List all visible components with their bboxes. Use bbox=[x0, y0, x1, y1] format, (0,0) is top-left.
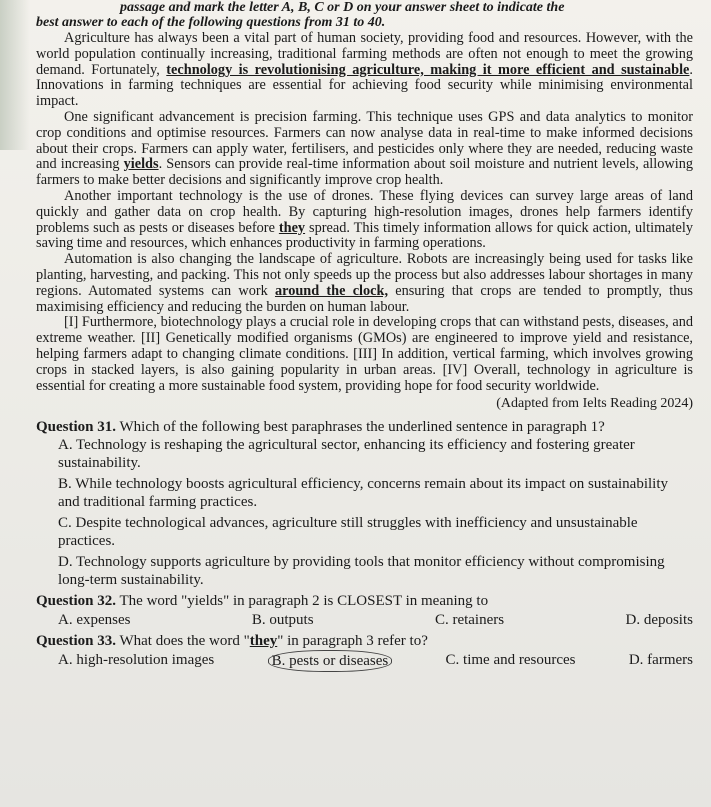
question-33-underlined-word: they bbox=[249, 633, 278, 650]
question-32-option-d[interactable]: D. deposits bbox=[625, 612, 693, 629]
underlined-word-they: they bbox=[278, 219, 306, 236]
paragraph-4-text-a: Automation is also changing the landscape of agriculture. Robots are increasingly being used for tasks like planting, harvesting, and packing. This not only speeds up the process but also addresses labour shortages in many regions. Automated systems can work bbox=[36, 251, 693, 299]
paragraph-3-text-b: spread. This timely information allows for quick action, ultimately saving time and resources, which enhances productivity in farming operations. bbox=[36, 219, 693, 252]
question-33-text-pre: What does the word " bbox=[116, 633, 250, 650]
source-citation: (Adapted from Ielts Reading 2024) bbox=[496, 396, 693, 412]
question-33-label: Question 33. bbox=[36, 633, 117, 650]
paragraph-2-text-a: One significant advancement is precision farming. This technique uses GPS and data analytics to monitor crop conditions and optimise resources. Farmers can now analyse data in real-time to make informed decisions about their crops. Farmers can apply water, fertilisers, and pesticides only where they are needed, reducing waste and increasing bbox=[36, 108, 693, 173]
paragraph-1-text-b: . Innovations in farming techniques are essential for achieving food security while minimising environmental impact. bbox=[36, 61, 693, 110]
instruction bbox=[36, 0, 693, 30]
underlined-phrase-around-the-clock: around the clock, bbox=[274, 282, 389, 299]
underlined-sentence: technology is revolutionising agriculture, making it more efficient and sustainable bbox=[166, 61, 690, 78]
question-33-option-b[interactable]: B. pests or diseases bbox=[268, 650, 393, 672]
underlined-word-yields: yields bbox=[123, 156, 159, 173]
question-33-option-c[interactable]: C. time and resources bbox=[445, 652, 576, 669]
question-32-stem bbox=[36, 592, 693, 610]
question-32-text: The word "yields" in paragraph 2 is CLOSEST in meaning to bbox=[116, 593, 489, 610]
paragraph-5: [I] Furthermore, biotechnology plays a crucial role in developing crops that can withstand pests, diseases, and extreme weather. [II] Genetically modified organisms (GMOs) are engineered to improve yield and resistance, helping farmers adapt to changing climate conditions. [III] In addition, vertical farming, which involves growing crops in stacked layers, is also gaining popularity in urban areas. [IV] Overall, technology in agriculture is essential for creating a more sustainable food system, providing hope for food security worldwide. bbox=[36, 314, 693, 394]
instruction-line-2: best answer to each of the following questions from 31 to 40. bbox=[36, 15, 386, 30]
paragraph-4 bbox=[36, 252, 693, 315]
question-31-stem bbox=[36, 418, 693, 436]
question-33-options bbox=[36, 650, 693, 672]
question-31-text: Which of the following best paraphrases the underlined sentence in paragraph 1? bbox=[116, 419, 605, 436]
question-31-option-d[interactable]: D. Technology supports agriculture by providing tools that monitor efficiency without compromising long-term sustainability. bbox=[58, 554, 665, 589]
question-33-text-post: " in paragraph 3 refer to? bbox=[277, 633, 428, 650]
question-32-option-b[interactable]: B. outputs bbox=[251, 612, 314, 629]
paragraph-1 bbox=[36, 31, 693, 110]
question-31-label: Question 31. bbox=[36, 419, 117, 436]
paragraph-3 bbox=[36, 189, 693, 252]
paragraph-1-text-a: Agriculture has always been a vital part of human society, providing food and resources. However, with the world population continually increasing, traditional farming methods are often not enough to meet the growing demand. Fortunately, bbox=[36, 30, 693, 78]
paragraph-4-text-b: ensuring that crops are tended to promptly, thus maximising efficiency and reducing the burden on human labour. bbox=[36, 282, 693, 315]
paragraph-2 bbox=[36, 110, 693, 189]
question-31-option-c[interactable]: C. Despite technological advances, agriculture still struggles with inefficiency and unsustainable practices. bbox=[58, 515, 638, 550]
question-32-option-c[interactable]: C. retainers bbox=[434, 612, 505, 629]
question-31-option-b[interactable]: B. While technology boosts agricultural efficiency, concerns remain about its impact on sustainability and traditional farming practices. bbox=[58, 476, 668, 511]
question-33-option-a[interactable]: A. high-resolution images bbox=[58, 652, 215, 669]
question-32-options bbox=[36, 610, 693, 630]
page-edge-shadow bbox=[0, 0, 30, 150]
question-32-option-a[interactable]: A. expenses bbox=[58, 612, 131, 629]
question-33-stem bbox=[36, 632, 693, 650]
question-33-option-d[interactable]: D. farmers bbox=[628, 652, 693, 669]
paragraph-3-text-a: Another important technology is the use of drones. These flying devices can survey large areas of land quickly and gather data on crop health. By capturing high-resolution images, drones help farmers identify problems such as pests or diseases before bbox=[36, 187, 693, 236]
paragraph-2-text-b: . Sensors can provide real-time information about soil moisture and nutrient levels, allowing farmers to make better decisions and significantly improve crop health. bbox=[36, 156, 693, 189]
question-31-option-a[interactable]: A. Technology is reshaping the agricultural sector, enhancing its efficiency and fostering greater sustainability. bbox=[58, 437, 635, 472]
question-32-label: Question 32. bbox=[36, 593, 117, 610]
instruction-line-1: passage and mark the letter A, B, C or D on your answer sheet to indicate the bbox=[120, 0, 565, 15]
